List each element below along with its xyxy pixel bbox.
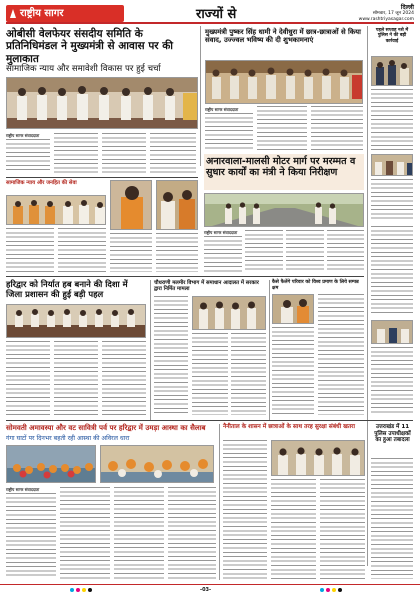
amavasya-subhead: गंगा घाटों पर दिनभर बहती रही आस्था की अविरल धारा bbox=[6, 435, 130, 442]
obc-headline: ओबीसी वेलफेयर संसदीय समिति के प्रतिनिधिमंडल ने मुख्यमंत्री से आवास पर की मुलाकात bbox=[6, 28, 174, 65]
obc-subhead: सामाजिक न्याय और समावेशी विकास पर हुई चर्चा bbox=[6, 64, 161, 74]
masthead bbox=[6, 4, 414, 24]
dhami-headline: मुख्यमंत्री पुष्कर सिंह धामी ने देवीधुरा में छात्र-छात्राओं से किया संवाद, उज्ज्वल भविष्य की दी शुभकामनाएं bbox=[205, 28, 361, 45]
mid-body-a bbox=[110, 233, 152, 272]
education-body-2 bbox=[271, 479, 316, 579]
cm-amit-headline: कैसे फैलेंगे परिवार को विश्व प्रमाण के लिये सम्पन्न क्षम bbox=[272, 280, 359, 291]
chaudhary-body-3 bbox=[231, 333, 266, 415]
mid-photo-a bbox=[110, 180, 152, 230]
section-title: राज्यों से bbox=[196, 7, 237, 22]
mid-photo-b-image bbox=[157, 181, 198, 230]
amavasya-photo-2 bbox=[100, 445, 214, 483]
obc-photo-image bbox=[7, 78, 198, 129]
amavasya-photo-2-image bbox=[101, 446, 214, 483]
amavasya-body-3 bbox=[114, 487, 164, 579]
cm-amit-photo-image bbox=[273, 295, 314, 324]
dhami-body-col-2 bbox=[257, 106, 307, 151]
amavasya-byline: राष्ट्रीय सागर संवाददाता bbox=[6, 487, 40, 492]
color-registration-right bbox=[320, 588, 342, 592]
chaudhary-photo bbox=[192, 296, 266, 330]
rule-bottom bbox=[6, 420, 413, 421]
masthead-meta bbox=[359, 5, 414, 23]
mid-photo-b bbox=[156, 180, 198, 230]
masthead-rule bbox=[6, 22, 414, 24]
cm-amit-photo bbox=[272, 294, 314, 324]
news-small-body-1 bbox=[6, 228, 54, 272]
site-url: www.rashtriyasagar.com bbox=[358, 17, 414, 22]
haridwar-headline: हरिद्वार को निर्यात हब बनाने की दिशा में जिला प्रशासन की हुई बड़ी पहल bbox=[6, 279, 128, 299]
page-number: -03- bbox=[200, 587, 212, 593]
side-photo-2 bbox=[371, 154, 413, 176]
side-body-3 bbox=[371, 226, 413, 316]
amavasya-headline: सोमवती अमावस्या और वट सावित्री पर्व पर हरिद्वार में उमड़ा आस्था का सैलाब bbox=[6, 423, 206, 432]
obc-body-col-2 bbox=[54, 133, 98, 173]
road-byline: राष्ट्रीय सागर संवाददाता bbox=[204, 230, 238, 235]
obc-byline: राष्ट्रीय सागर संवाददाता bbox=[6, 133, 40, 138]
page-footer bbox=[0, 584, 420, 594]
chaudhary-photo-image bbox=[193, 297, 266, 330]
amavasya-body-1 bbox=[6, 493, 56, 579]
amavasya-body-2 bbox=[60, 487, 110, 579]
education-photo-image bbox=[272, 441, 365, 476]
rule-mid-left bbox=[6, 177, 198, 178]
news-small-photo-image bbox=[7, 196, 106, 225]
side-photo-3 bbox=[371, 320, 413, 344]
news-small-body-2 bbox=[58, 228, 106, 272]
side-photo bbox=[371, 56, 413, 86]
education-headline: नैनीताल के शासन में छात्राओं के साथ तरह सुरक्षा संबंधी खतरा bbox=[223, 424, 356, 430]
road-headline: अनारवाला-मालसी मोटर मार्ग पर मरम्मत व सुधार कार्यों का मंत्री ने किया निरीक्षण bbox=[206, 156, 356, 179]
police-headline: उत्तराखंड में 11 पुलिस उपाधीक्षकों का हुआ तबादला bbox=[374, 424, 411, 444]
road-photo-image bbox=[205, 194, 364, 227]
education-body-3 bbox=[320, 479, 365, 579]
road-body-4 bbox=[327, 230, 364, 272]
side-body-4 bbox=[371, 347, 413, 415]
education-photo bbox=[271, 440, 365, 476]
road-photo bbox=[204, 193, 364, 227]
cm-amit-body-1 bbox=[272, 327, 314, 415]
color-registration-left bbox=[70, 588, 92, 592]
dhami-photo-image bbox=[206, 61, 363, 104]
news-small-photo bbox=[6, 195, 106, 225]
mid-photo-a-image bbox=[111, 181, 152, 230]
edition-city: दिल्ली bbox=[400, 4, 414, 11]
side-body-2 bbox=[371, 179, 413, 221]
obc-body-col-4 bbox=[150, 133, 196, 173]
road-body-1 bbox=[204, 236, 242, 272]
road-body-2 bbox=[245, 230, 283, 272]
cm-amit-body-2 bbox=[318, 294, 364, 415]
side-photo-2-image bbox=[372, 155, 413, 176]
haridwar-body-2 bbox=[54, 341, 98, 415]
chaudhary-body-2 bbox=[192, 333, 228, 415]
education-body-1 bbox=[223, 440, 267, 579]
dhami-body-col-3 bbox=[311, 106, 363, 151]
sidebar-rule bbox=[367, 26, 368, 566]
column-rule-2 bbox=[150, 280, 151, 420]
haridwar-photo-image bbox=[7, 305, 146, 338]
column-rule-3 bbox=[269, 280, 270, 420]
amavasya-photo-1-image bbox=[7, 446, 96, 483]
column-rule bbox=[200, 26, 201, 166]
rule-middle bbox=[6, 276, 364, 277]
police-body bbox=[371, 458, 413, 579]
obc-photo bbox=[6, 77, 198, 129]
mid-body-b bbox=[156, 233, 198, 272]
haridwar-body-1 bbox=[6, 341, 50, 415]
side-photo-image bbox=[372, 57, 413, 86]
dhami-body-col-1 bbox=[205, 113, 253, 151]
masthead-logo: राष्ट्रीय सागर bbox=[6, 5, 124, 22]
haridwar-body-3 bbox=[102, 341, 146, 415]
side-body bbox=[371, 89, 413, 151]
dhami-byline: राष्ट्रीय सागर संवाददाता bbox=[205, 107, 239, 112]
side-photo-3-image bbox=[372, 321, 413, 344]
amavasya-body-4 bbox=[168, 487, 216, 579]
dhami-photo bbox=[205, 60, 363, 104]
amavasya-photo-1 bbox=[6, 445, 96, 483]
obc-body-col-1 bbox=[6, 139, 50, 173]
road-body-3 bbox=[286, 230, 324, 272]
edition-date: सोमवार, 17 जून 2024 bbox=[372, 11, 414, 16]
haridwar-photo bbox=[6, 304, 146, 338]
chaudhary-body-1 bbox=[154, 296, 188, 415]
side-headline: पहले सप्ताह नशे में पुलिस ने की बड़ी कार्रवाई bbox=[375, 28, 409, 44]
chaudhary-headline: चौधराणी मलमीर विभाग में समाधान आदालत में सरकार द्वारा निर्मित मामला bbox=[154, 280, 259, 293]
column-rule-4 bbox=[219, 424, 220, 580]
obc-body-col-3 bbox=[102, 133, 146, 173]
news-small-headline: सामाजिक न्याय और जनहित की सेवा bbox=[6, 180, 77, 186]
